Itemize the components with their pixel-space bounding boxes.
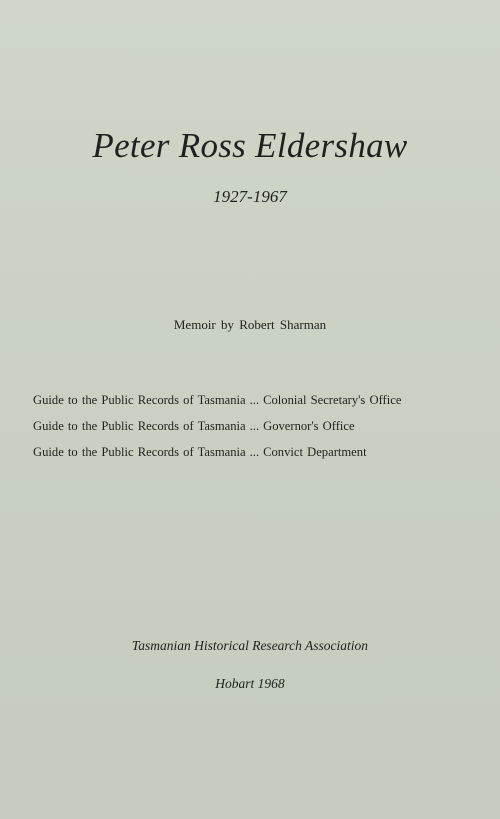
place-and-year: Hobart 1968 [215,676,285,691]
guide-line-convict-department [33,444,478,470]
life-dates: 1927-1967 [213,187,287,206]
publisher: Tasmanian Historical Research Association [131,638,369,653]
guide-line-governor [33,418,478,444]
guide-title: Guide to the Public Records of Tasmania [33,419,246,433]
book-title: Peter Ross Eldershaw [92,126,408,165]
memoir-credit: Memoir by Robert Sharman [173,317,327,332]
guide-title: Guide to the Public Records of Tasmania [33,393,246,407]
guide-line-colonial-secretary [33,392,478,418]
guide-section: Convict Department [263,445,367,459]
guide-title: Guide to the Public Records of Tasmania [33,445,246,459]
guide-dots: ... [249,419,260,433]
guide-dots: ... [249,445,260,459]
guide-section: Colonial Secretary's Office [263,393,402,407]
guide-section: Governor's Office [263,419,355,433]
guides-list [33,392,478,470]
guide-dots: ... [249,393,260,407]
